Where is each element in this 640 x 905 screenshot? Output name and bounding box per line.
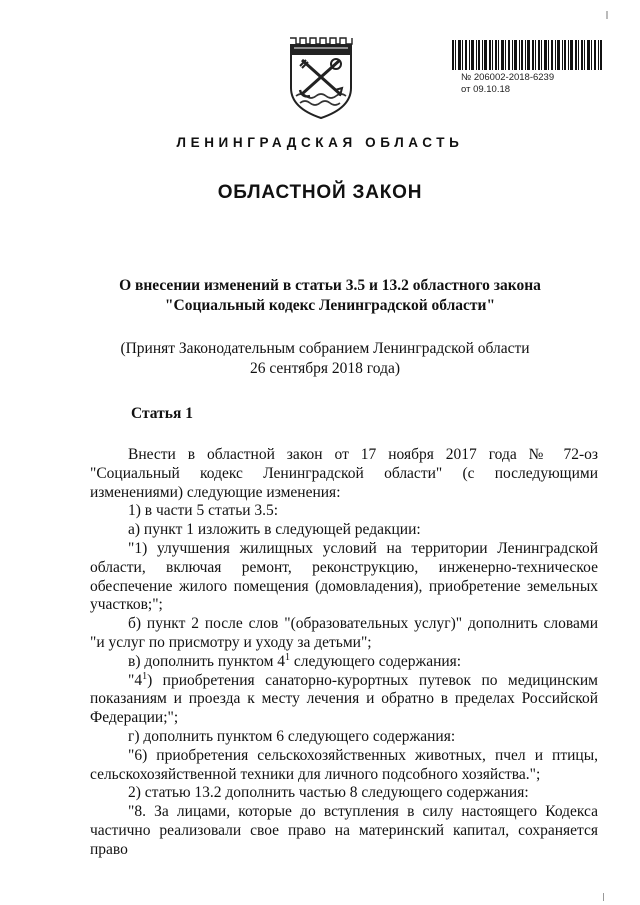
paragraph — [90, 672, 598, 728]
paragraph: "6) приобретения сельскохозяйственных животных, пчел и птицы, сельскохозяйственной техники для личного подсобного хозяйства."; — [90, 746, 598, 783]
registration-date: от 09.10.18 — [461, 84, 511, 95]
adoption-note — [60, 339, 590, 379]
adoption-note-line: (Принят Законодательным собранием Ленинградской области — [120, 340, 530, 357]
superscript: 1 — [142, 670, 148, 682]
superscript: 1 — [285, 651, 290, 663]
paragraph: а) пункт 1 изложить в следующей редакции: — [128, 521, 421, 539]
paragraph: б) пункт 2 после слов "(образовательных услуг)" дополнить словами "и услуг по присмотру и уходу за детьми"; — [90, 615, 598, 651]
paragraph: "8. За лицами, которые до вступления в силу настоящего Кодекса частично реализовали свое право на материнский капитал, сохраняется право — [90, 803, 598, 858]
paragraph-text: ) приобретения санаторно-курортных путевок по медицинским показаниям и проезда к месту лечения и обратно в пределах Российской Федерации;"; — [90, 671, 598, 727]
law-title — [60, 276, 600, 316]
law-title-line: "Социальный кодекс Ленинградской области" — [164, 297, 496, 314]
registration-number: № 206002-2018-6239 — [461, 72, 555, 83]
paragraph: "1) улучшения жилищных условий на территории Ленинградской области, включая ремонт, реконструкцию, инженерно-техническое обеспечение жилого помещения (домовладения), приобретение земельных участков;"; — [90, 539, 598, 614]
region-heading: ЛЕНИНГРАДСКАЯ ОБЛАСТЬ — [176, 135, 464, 150]
scan-mark — [603, 893, 614, 901]
paragraph: г) дополнить пунктом 6 следующего содержания: — [128, 727, 456, 745]
paragraph — [90, 653, 598, 672]
article-body — [90, 446, 598, 860]
barcode-icon — [452, 40, 602, 70]
scan-mark — [606, 11, 608, 19]
paragraph: 2) статью 13.2 дополнить частью 8 следующего содержания: — [128, 784, 529, 802]
registration-stamp — [452, 40, 602, 96]
paragraph: 1) в части 5 статьи 3.5: — [128, 502, 279, 520]
paragraph: Внести в областной закон от 17 ноября 2017 года № 72-оз "Социальный кодекс Ленинградской области" (с последующими изменениями) следующие изменения: — [90, 446, 598, 501]
document-type-heading: ОБЛАСТНОЙ ЗАКОН — [217, 182, 423, 203]
adoption-note-line: 26 сентября 2018 года) — [249, 360, 401, 377]
article-heading: Статья 1 — [131, 405, 193, 422]
paragraph-text: в) дополнить пунктом 4 — [128, 652, 285, 670]
paragraph-text: следующего содержания: — [290, 652, 462, 670]
paragraph-text: "4 — [128, 671, 143, 689]
law-title-line: О внесении изменений в статьи 3.5 и 13.2 областного закона — [119, 277, 541, 294]
coat-of-arms-icon — [288, 36, 354, 120]
